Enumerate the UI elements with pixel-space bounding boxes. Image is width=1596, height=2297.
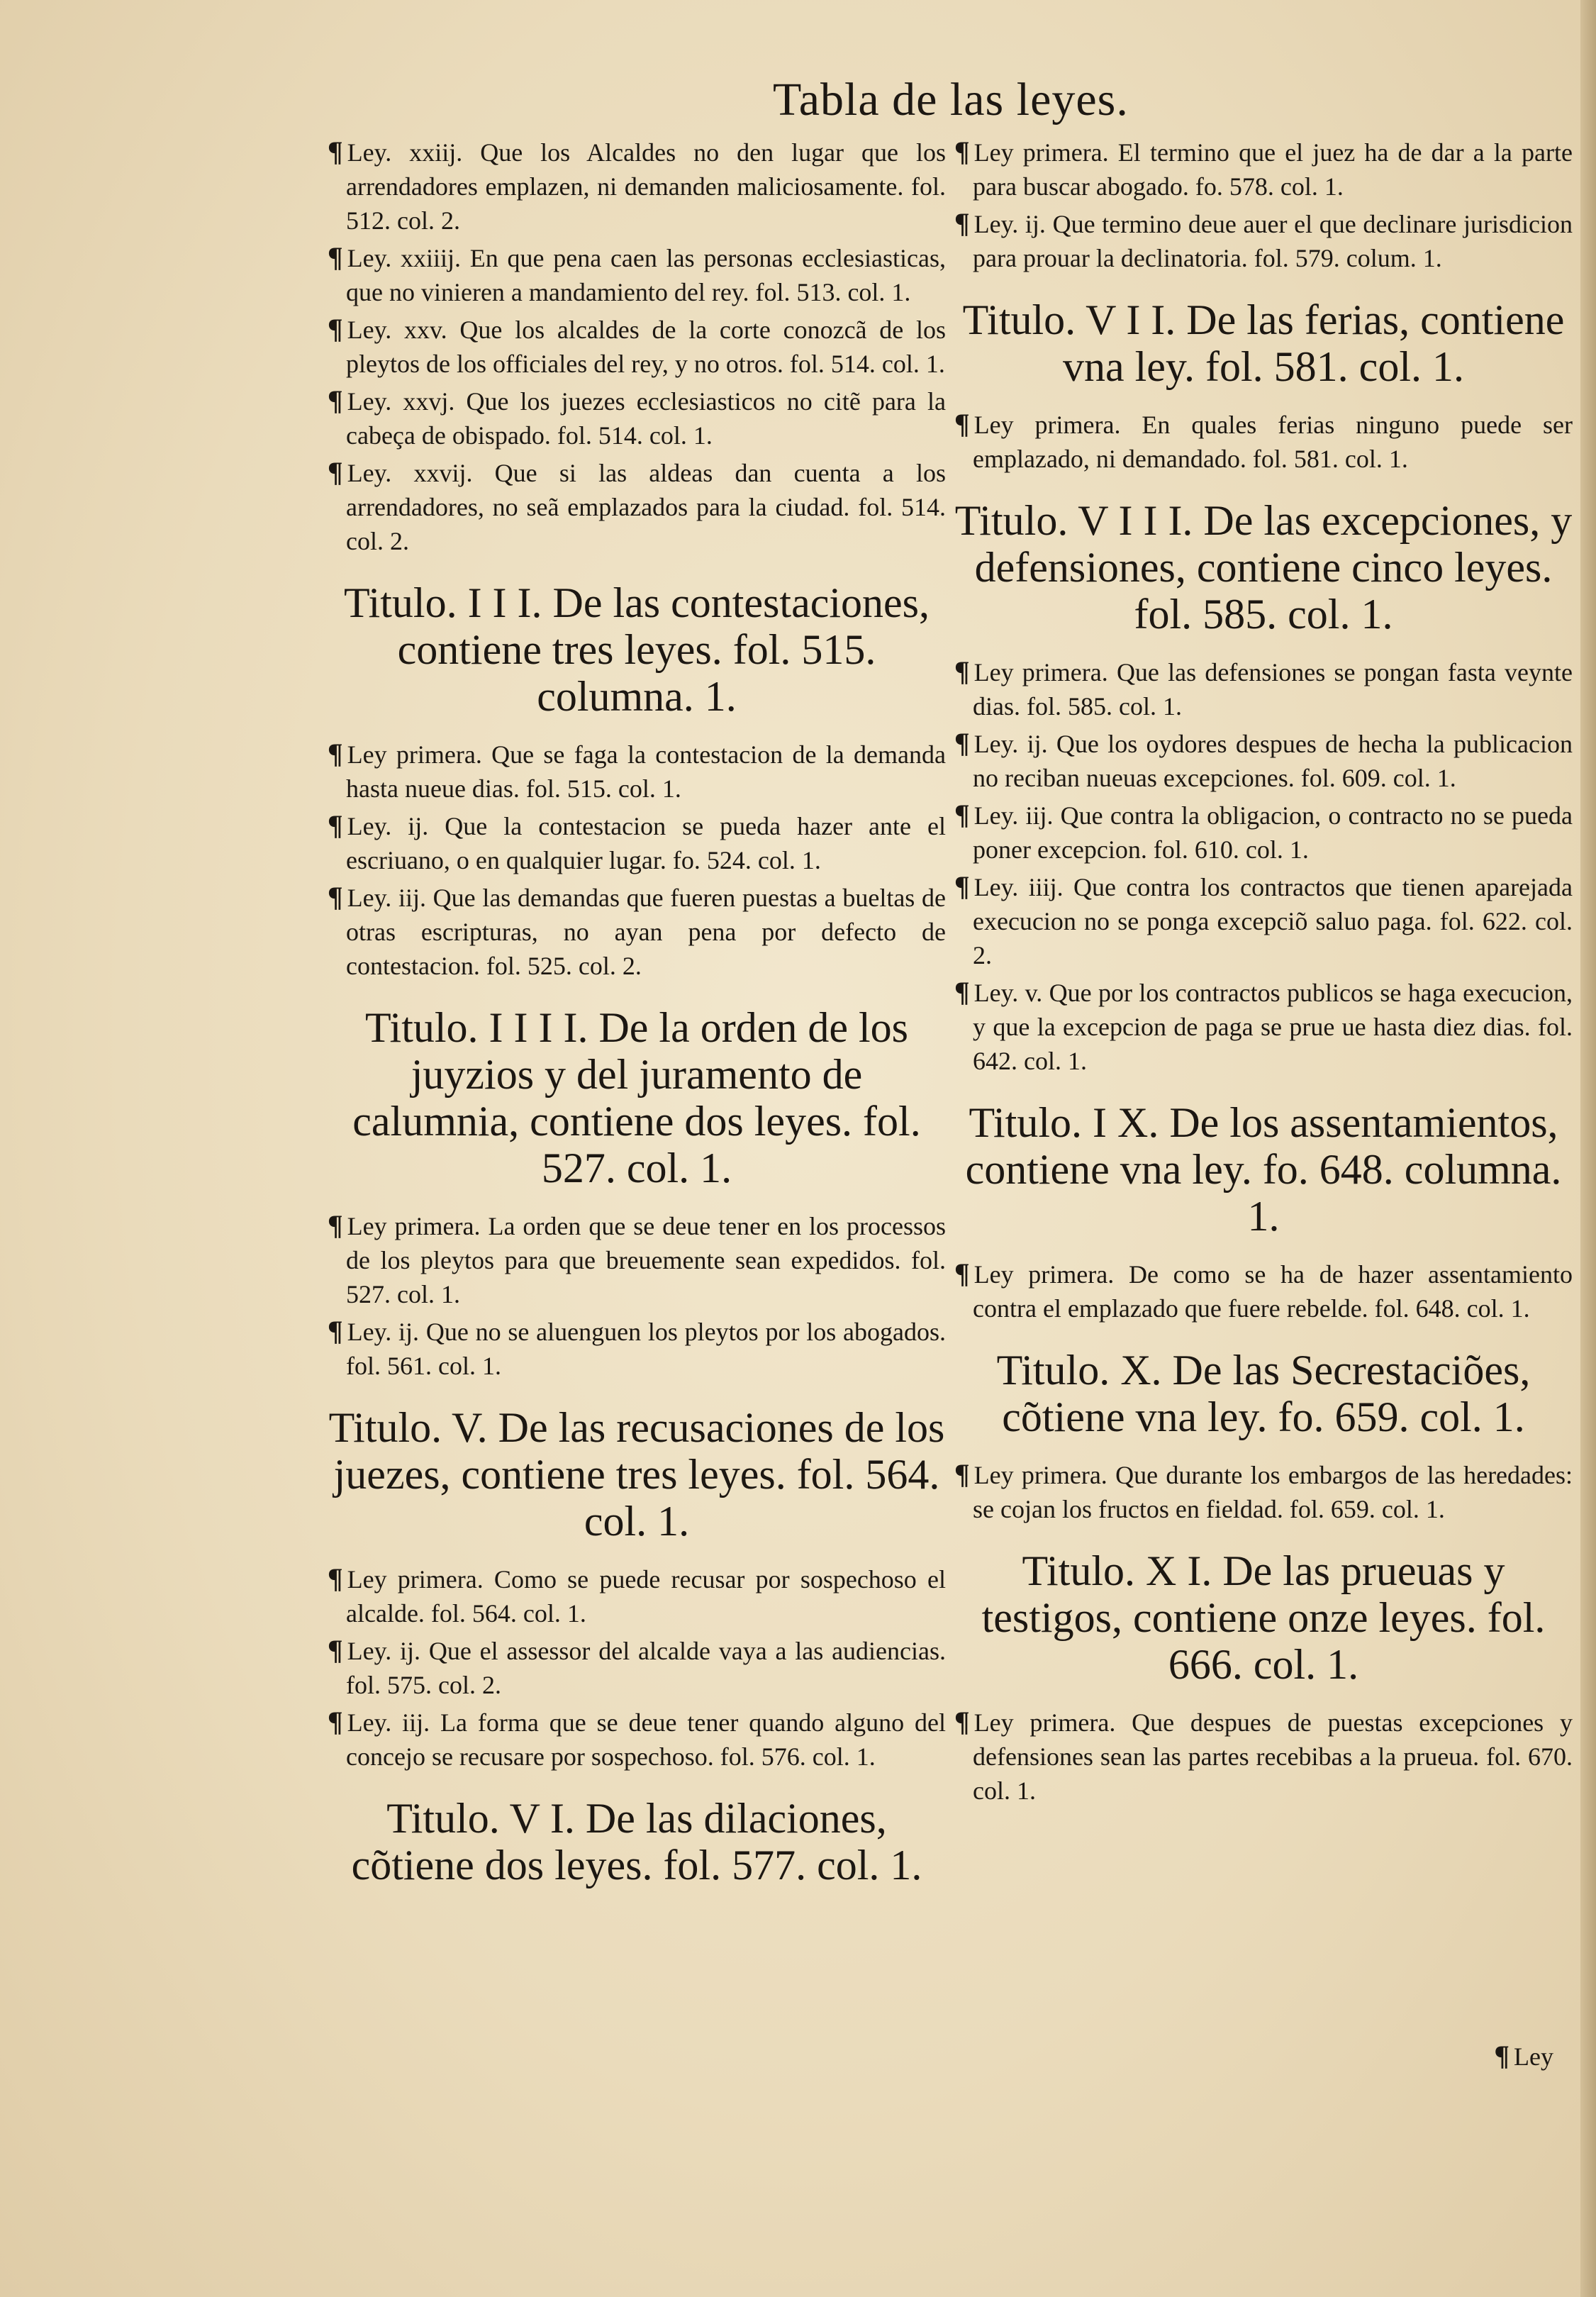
law-entry bbox=[954, 869, 1573, 972]
law-entry-text: Ley. iij. Que las demandas que fueren puestas a bueltas de otras escripturas, no ayan pena por defecto de contestacion. fol. 525. col. 2. bbox=[346, 884, 946, 980]
running-head: Tabla de las leyes. bbox=[773, 74, 1129, 126]
pilcrow-icon: ¶ bbox=[328, 384, 343, 416]
law-entry-text: Ley. xxiij. Que los Alcaldes no den lugar que los arrendadores emplazen, ni demanden maliciosamente. fol. 512. col. 2. bbox=[346, 138, 946, 235]
law-entry bbox=[954, 407, 1573, 476]
law-entry-text: Ley primera. Que durante los embargos de las heredades: se cojan los fructos en fieldad. fol. 659. col. 1. bbox=[973, 1461, 1573, 1523]
page-edge bbox=[1580, 0, 1596, 2297]
law-entry-text: Ley. ij. Que los oydores despues de hecha la publicacion no reciban nueuas excepciones. fol. 609. col. 1. bbox=[973, 730, 1573, 792]
titulo-heading: Titulo. V I I I. De las excepciones, y defensiones, contiene cinco leyes. fol. 585. col. 1. bbox=[954, 497, 1573, 638]
pilcrow-icon: ¶ bbox=[328, 1562, 343, 1594]
law-entry-text: Ley primera. De como se ha de hazer assentamiento contra el emplazado que fuere rebelde. fol. 648. col. 1. bbox=[973, 1260, 1573, 1323]
pilcrow-icon: ¶ bbox=[328, 456, 343, 488]
law-entry bbox=[328, 312, 946, 381]
law-entry bbox=[328, 384, 946, 452]
law-entry bbox=[328, 135, 946, 238]
pilcrow-icon: ¶ bbox=[328, 241, 343, 273]
pilcrow-icon: ¶ bbox=[328, 1706, 343, 1737]
law-entry-text: Ley. xxvj. Que los juezes ecclesiasticos no citẽ para la cabeça de obispado. fol. 514. col. 1. bbox=[346, 387, 946, 450]
law-entry bbox=[954, 655, 1573, 723]
right-column bbox=[954, 135, 1573, 1811]
pilcrow-icon: ¶ bbox=[954, 135, 970, 167]
law-entry bbox=[328, 1633, 946, 1702]
law-entry-text: Ley primera. Que se faga la contestacion de la demanda hasta nueue dias. fol. 515. col. 1. bbox=[346, 740, 946, 803]
pilcrow-icon: ¶ bbox=[328, 313, 343, 345]
pilcrow-icon: ¶ bbox=[954, 408, 970, 440]
pilcrow-icon: ¶ bbox=[954, 655, 970, 687]
pilcrow-icon: ¶ bbox=[954, 1458, 970, 1490]
pilcrow-icon: ¶ bbox=[328, 1634, 343, 1666]
titulo-heading: Titulo. V I. De las dilaciones, cõtiene dos leyes. fol. 577. col. 1. bbox=[351, 1795, 922, 1889]
law-entry bbox=[954, 206, 1573, 275]
law-entry-text: Ley. xxvij. Que si las aldeas dan cuenta a los arrendadores, no seã emplazados para la ciudad. fol. 514. col. 2. bbox=[346, 459, 946, 555]
law-entry-text: Ley. ij. Que termino deue auer el que declinare jurisdicion para prouar la declinatoria. fol. 579. colum. 1. bbox=[973, 210, 1573, 272]
titulo-heading: Titulo. X I. De las prueuas y testigos, contiene onze leyes. fol. 666. col. 1. bbox=[981, 1547, 1546, 1688]
law-entry bbox=[954, 1457, 1573, 1526]
law-entry bbox=[328, 737, 946, 806]
law-entry bbox=[954, 135, 1573, 204]
law-entry-text: Ley primera. Que despues de puestas excepciones y defensiones sean las partes recebibas a la prueua. fol. 670. col. 1. bbox=[973, 1708, 1573, 1805]
law-entry bbox=[328, 240, 946, 309]
titulo-heading: Titulo. V I I. De las ferias, contiene vna ley. fol. 581. col. 1. bbox=[962, 296, 1565, 390]
law-entry bbox=[954, 975, 1573, 1078]
law-entry-text: Ley. iiij. Que contra los contractos que tienen aparejada execucion no se ponga excepciõ saluo paga. fol. 622. col. 2. bbox=[973, 873, 1573, 969]
pilcrow-icon: ¶ bbox=[328, 881, 343, 913]
law-entry bbox=[328, 1314, 946, 1383]
pilcrow-icon: ¶ bbox=[328, 135, 343, 167]
law-entry-text: Ley primera. Como se puede recusar por sospechoso el alcalde. fol. 564. col. 1. bbox=[346, 1565, 946, 1628]
titulo-heading: Titulo. V. De las recusaciones de los juezes, contiene tres leyes. fol. 564. col. 1. bbox=[328, 1404, 945, 1545]
law-entry bbox=[328, 1705, 946, 1774]
titulo-heading: Titulo. I X. De los assentamientos, contiene vna ley. fo. 648. columna. 1. bbox=[965, 1099, 1562, 1240]
pilcrow-icon: ¶ bbox=[954, 870, 970, 902]
pilcrow-icon: ¶ bbox=[328, 738, 343, 769]
pilcrow-icon: ¶ bbox=[954, 727, 970, 759]
law-entry-text: Ley primera. El termino que el juez ha de dar a la parte para buscar abogado. fo. 578. col. 1. bbox=[973, 138, 1573, 201]
left-column bbox=[328, 135, 946, 1906]
law-entry bbox=[328, 880, 946, 983]
law-entry bbox=[328, 455, 946, 558]
law-entry bbox=[328, 1208, 946, 1311]
law-entry-text: Ley primera. En quales ferias ninguno puede ser emplazado, ni demandado. fol. 581. col. 1. bbox=[973, 411, 1573, 473]
pilcrow-icon: ¶ bbox=[328, 1315, 343, 1347]
pilcrow-icon: ¶ bbox=[328, 1209, 343, 1241]
pilcrow-icon: ¶ bbox=[954, 207, 970, 239]
law-entry bbox=[954, 726, 1573, 795]
law-entry-text: Ley. iij. Que contra la obligacion, o contracto no se pueda poner excepcion. fol. 610. col. 1. bbox=[973, 801, 1573, 864]
law-entry bbox=[954, 1257, 1573, 1325]
law-entry bbox=[328, 1562, 946, 1630]
law-entry bbox=[328, 808, 946, 877]
titulo-heading: Titulo. I I I. De las contestaciones, contiene tres leyes. fol. 515. columna. 1. bbox=[344, 579, 930, 720]
law-entry-text: Ley. ij. Que no se aluenguen los pleytos por los abogados. fol. 561. col. 1. bbox=[346, 1318, 946, 1380]
pilcrow-icon: ¶ bbox=[328, 809, 343, 841]
titulo-heading: Titulo. I I I I. De la orden de los juyzios y del juramento de calumnia, contiene dos leyes. fol. 527. col. 1. bbox=[352, 1004, 921, 1191]
law-entry bbox=[954, 1705, 1573, 1808]
law-entry-text: Ley. xxiiij. En que pena caen las personas ecclesiasticas, que no vinieren a mandamiento del rey. fol. 513. col. 1. bbox=[346, 244, 946, 306]
law-entry-text: Ley. xxv. Que los alcaldes de la corte conozcã de los pleytos de los officiales del rey, y no otros. fol. 514. col. 1. bbox=[346, 316, 946, 378]
titulo-heading: Titulo. X. De las Secrestaciões, cõtiene vna ley. fo. 659. col. 1. bbox=[996, 1347, 1531, 1440]
pilcrow-icon: ¶ bbox=[1494, 2040, 1510, 2071]
law-entry bbox=[954, 798, 1573, 867]
law-entry-text: Ley. ij. Que el assessor del alcalde vaya a las audiencias. fol. 575. col. 2. bbox=[346, 1637, 946, 1699]
pilcrow-icon: ¶ bbox=[954, 1706, 970, 1737]
catchword bbox=[1494, 2039, 1553, 2072]
law-entry-text: Ley primera. Que las defensiones se pongan fasta veynte dias. fol. 585. col. 1. bbox=[973, 658, 1573, 721]
catchword-text: Ley bbox=[1514, 2042, 1553, 2071]
pilcrow-icon: ¶ bbox=[954, 799, 970, 830]
pilcrow-icon: ¶ bbox=[954, 1257, 970, 1289]
pilcrow-icon: ¶ bbox=[954, 976, 970, 1008]
law-entry-text: Ley. ij. Que la contestacion se pueda hazer ante el escriuano, o en qualquier lugar. fo. 524. col. 1. bbox=[346, 812, 946, 874]
law-entry-text: Ley. v. Que por los contractos publicos se haga execucion, y que la excepcion de paga se prue ue hasta diez dias. fol. 642. col. 1. bbox=[973, 979, 1573, 1075]
law-entry-text: Ley. iij. La forma que se deue tener quando alguno del concejo se recusare por sospechoso. fol. 576. col. 1. bbox=[346, 1708, 946, 1771]
law-entry-text: Ley primera. La orden que se deue tener en los processos de los pleytos para que breuemente sean expedidos. fol. 527. col. 1. bbox=[346, 1212, 946, 1308]
